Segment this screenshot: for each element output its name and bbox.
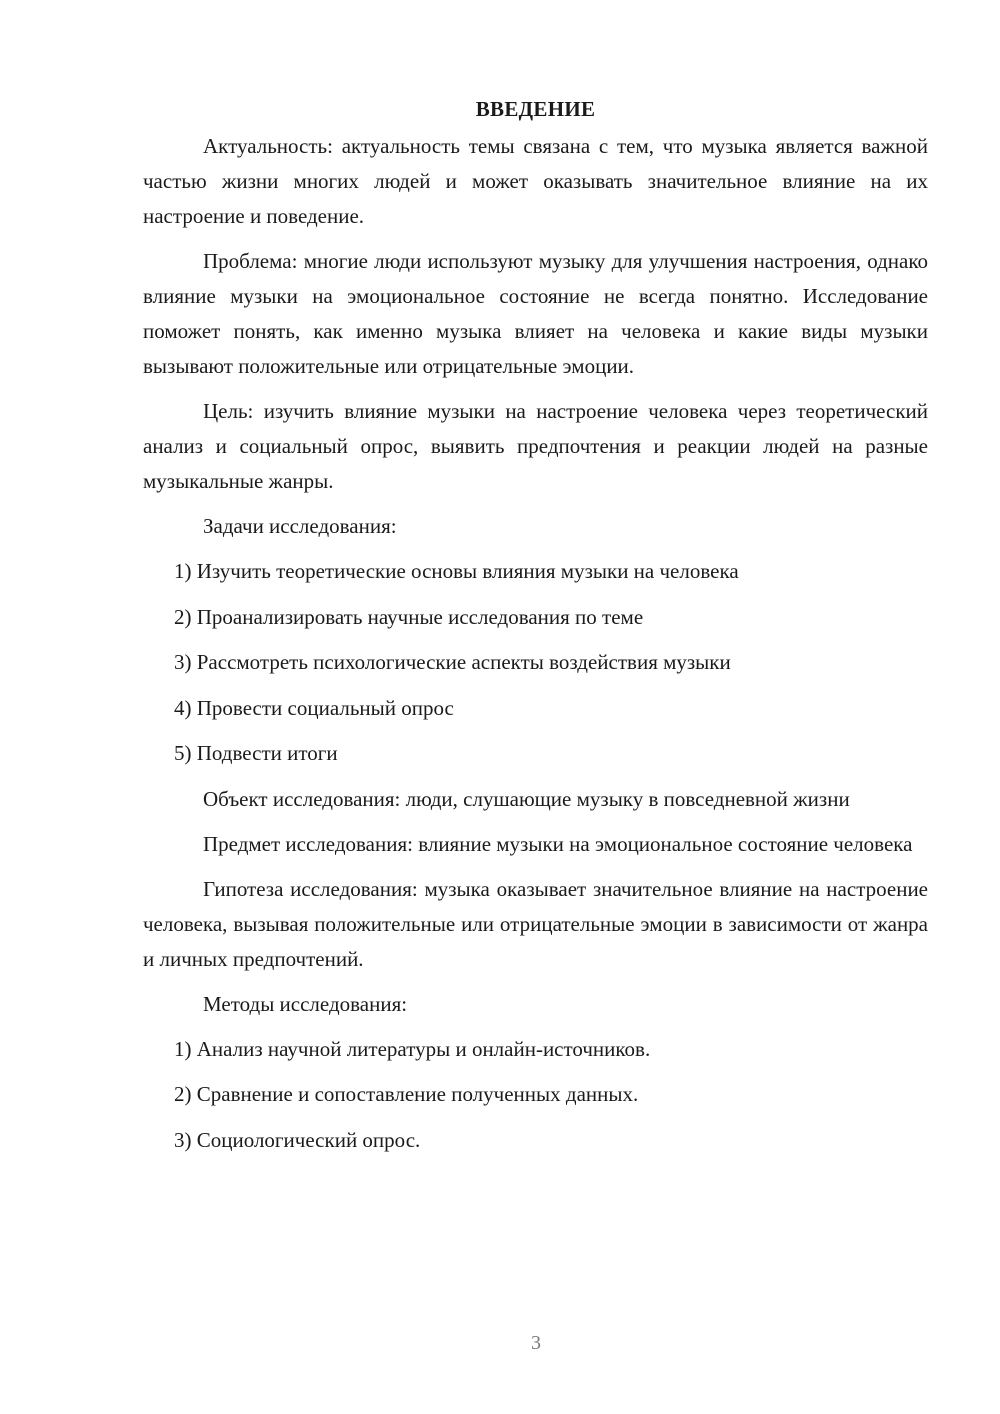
tasks-title: Задачи исследования:: [203, 514, 397, 538]
paragraph-problem: Проблема: многие люди используют музыку для улучшения настроения, однако влияние музыки на эмоциональное состояние не всегда понятно. Исследование поможет понять, как именно музыка влияет на человека и какие виды музыки вызывают положительные или отрицательные эмоции.: [143, 249, 928, 378]
page-number: 3: [531, 1332, 541, 1354]
list-item: 2) Сравнение и сопоставление полученных данных.: [174, 1082, 639, 1106]
list-item: 4) Провести социальный опрос: [174, 695, 454, 720]
paragraph-relevance: Актуальность: актуальность темы связана с тем, что музыка является важной частью жизни многих людей и может оказывать значительное влияние на их настроение и поведение.: [143, 134, 928, 228]
list-item: 3) Рассмотреть психологические аспекты воздействия музыки: [174, 650, 731, 674]
paragraph-object: Объект исследования: люди, слушающие музыку в повседневной жизни: [203, 786, 850, 811]
document-page: [143, 92, 928, 1168]
methods-list: [143, 1032, 928, 1158]
list-item: 1) Анализ научной литературы и онлайн-источников.: [174, 1036, 651, 1061]
list-item: 3) Социологический опрос.: [174, 1127, 421, 1152]
paragraph-goal: Цель: изучить влияние музыки на настроение человека через теоретический анализ и социальный опрос, выявить предпочтения и реакции людей на разные музыкальные жанры.: [143, 399, 928, 493]
section-heading: ВВЕДЕНИЕ: [475, 97, 596, 121]
paragraph-hypothesis: Гипотеза исследования: музыка оказывает значительное влияние на настроение человека, вызывая положительные или отрицательные эмоции в зависимости от жанра и личных предпочтений.: [143, 876, 928, 971]
list-item: 5) Подвести итоги: [174, 741, 338, 765]
list-item: 2) Проанализировать научные исследования по теме: [174, 604, 644, 629]
paragraph-subject: Предмет исследования: влияние музыки на эмоциональное состояние человека: [203, 831, 913, 856]
methods-title: Методы исследования:: [203, 991, 408, 1016]
list-item: 1) Изучить теоретические основы влияния музыки на человека: [174, 559, 739, 583]
tasks-list: [143, 554, 928, 771]
